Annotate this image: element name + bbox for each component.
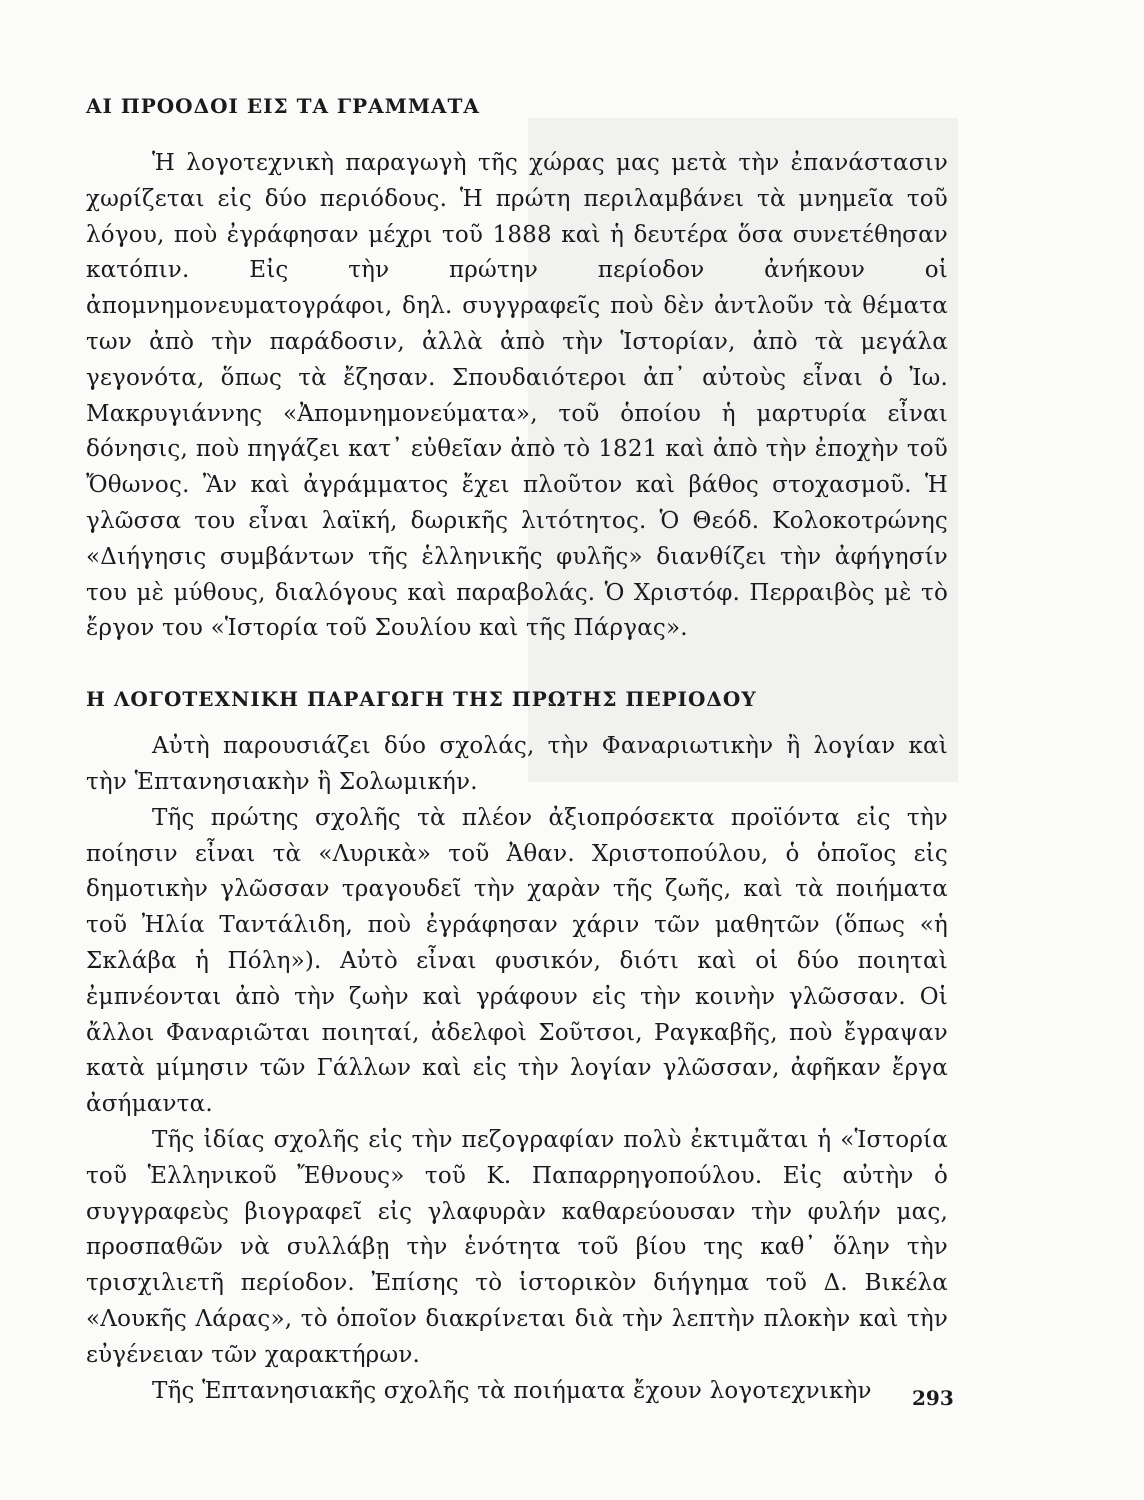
- page-number: 293: [912, 1386, 954, 1410]
- paragraph-2: Αὐτὴ παρουσιάζει δύο σχολάς, τὴν Φαναριωτικὴν ἢ λογίαν καὶ τὴν Ἑπτανησιακὴν ἢ Σολωμικήν.: [86, 733, 948, 795]
- paragraph-1: Ἡ λογοτεχνικὴ παραγωγὴ τῆς χώρας μας μετὰ τὴν ἐπανάστασιν χωρίζεται εἰς δύο περιόδους. Ἡ πρώτη περιλαμβάνει τὰ μνημεῖα τοῦ λόγου, ποὺ ἐγράφησαν μέχρι τοῦ 1888 καὶ ἡ δευτέρα ὅσα συνετέθησαν κατόπιν. Εἰς τὴν πρώτην περίοδον ἀνήκουν οἱ ἀπομνημονευματογράφοι, δηλ. συγγραφεῖς ποὺ δὲν ἀντλοῦν τὰ θέματα των ἀπὸ τὴν παράδοσιν, ἀλλὰ ἀπὸ τὴν Ἱστορίαν, ἀπὸ τὰ μεγάλα γεγονότα, ὅπως τὰ ἔζησαν. Σπουδαιότεροι ἀπ᾽ αὐτοὺς εἶναι ὁ Ἰω. Μακρυγιάννης «Ἀπομνημονεύματα», τοῦ ὁποίου ἡ μαρτυρία εἶναι δόνησις, ποὺ πηγάζει κατ᾽ εὐθεῖαν ἀπὸ τὸ 1821 καὶ ἀπὸ τὴν ἐποχὴν τοῦ Ὄθωνος. Ἂν καὶ ἀγράμματος ἔχει πλοῦτον καὶ βάθος στοχασμοῦ. Ἡ γλῶσσα του εἶναι λαϊκή, δωρικῆς λιτότητος. Ὁ Θεόδ. Κολοκοτρώνης «Διήγησις συμβάντων τῆς ἑλληνικῆς φυλῆς» διανθίζει τὴν ἀφήγησίν του μὲ μύθους, διαλόγους καὶ παραβολάς. Ὁ Χριστόφ. Περραιβὸς μὲ τὸ ἔργον του «Ἱστορία τοῦ Σουλίου καὶ τῆς Πάργας».: [86, 150, 948, 642]
- section-heading-first-period: Η ΛΟΓΟΤΕΧΝΙΚΗ ΠΑΡΑΓΩΓΗ ΤΗΣ ΠΡΩΤΗΣ ΠΕΡΙΟΔΟΥ: [86, 687, 757, 712]
- paragraph-4: Τῆς ἰδίας σχολῆς εἰς τὴν πεζογραφίαν πολὺ ἐκτιμᾶται ἡ «Ἱστορία τοῦ Ἑλληνικοῦ Ἔθνους» τοῦ Κ. Παπαρρηγοπούλου. Εἰς αὐτὴν ὁ συγγραφεὺς βιογραφεῖ εἰς γλαφυρὰν καθαρεύουσαν τὴν φυλήν μας, προσπαθῶν νὰ συλλάβῃ τὴν ἑνότητα τοῦ βίου της καθ᾽ ὅλην τὴν τρισχιλιετῆ περίοδον. Ἐπίσης τὸ ἱστορικὸν διήγημα τοῦ Δ. Βικέλα «Λουκῆς Λάρας», τὸ ὁποῖον διακρίνεται διὰ τὴν λεπτὴν πλοκὴν καὶ τὴν εὐγένειαν τῶν χαρακτήρων.: [86, 1126, 948, 1368]
- paragraph-5: Τῆς Ἑπτανησιακῆς σχολῆς τὰ ποιήματα ἔχουν λογοτεχνικὴν: [152, 1377, 872, 1404]
- page-body: [86, 92, 948, 1409]
- paragraph-3: Τῆς πρώτης σχολῆς τὰ πλέον ἀξιοπρόσεκτα προϊόντα εἰς τὴν ποίησιν εἶναι τὰ «Λυρικὰ» τοῦ Ἀθαν. Χριστοπούλου, ὁ ὁποῖος εἰς δημοτικὴν γλῶσσαν τραγουδεῖ τὴν χαρὰν τῆς ζωῆς, καὶ τὰ ποιήματα τοῦ Ἠλία Ταντάλιδη, ποὺ ἐγράφησαν χάριν τῶν μαθητῶν (ὅπως «ἡ Σκλάβα ἡ Πόλη»). Αὐτὸ εἶναι φυσικόν, διότι καὶ οἱ δύο ποιηταὶ ἐμπνέονται ἀπὸ τὴν ζωὴν καὶ γράφουν εἰς τὴν κοινὴν γλῶσσαν. Οἱ ἄλλοι Φαναριῶται ποιηταί, ἀδελφοὶ Σοῦτσοι, Ραγκαβῆς, ποὺ ἔγραψαν κατὰ μίμησιν τῶν Γάλλων καὶ εἰς τὴν λογίαν γλῶσσαν, ἀφῆκαν ἔργα ἀσήμαντα.: [86, 804, 948, 1118]
- section-heading-progress: ΑΙ ΠΡΟΟΔΟΙ ΕΙΣ ΤΑ ΓΡΑΜΜΑΤΑ: [86, 94, 480, 118]
